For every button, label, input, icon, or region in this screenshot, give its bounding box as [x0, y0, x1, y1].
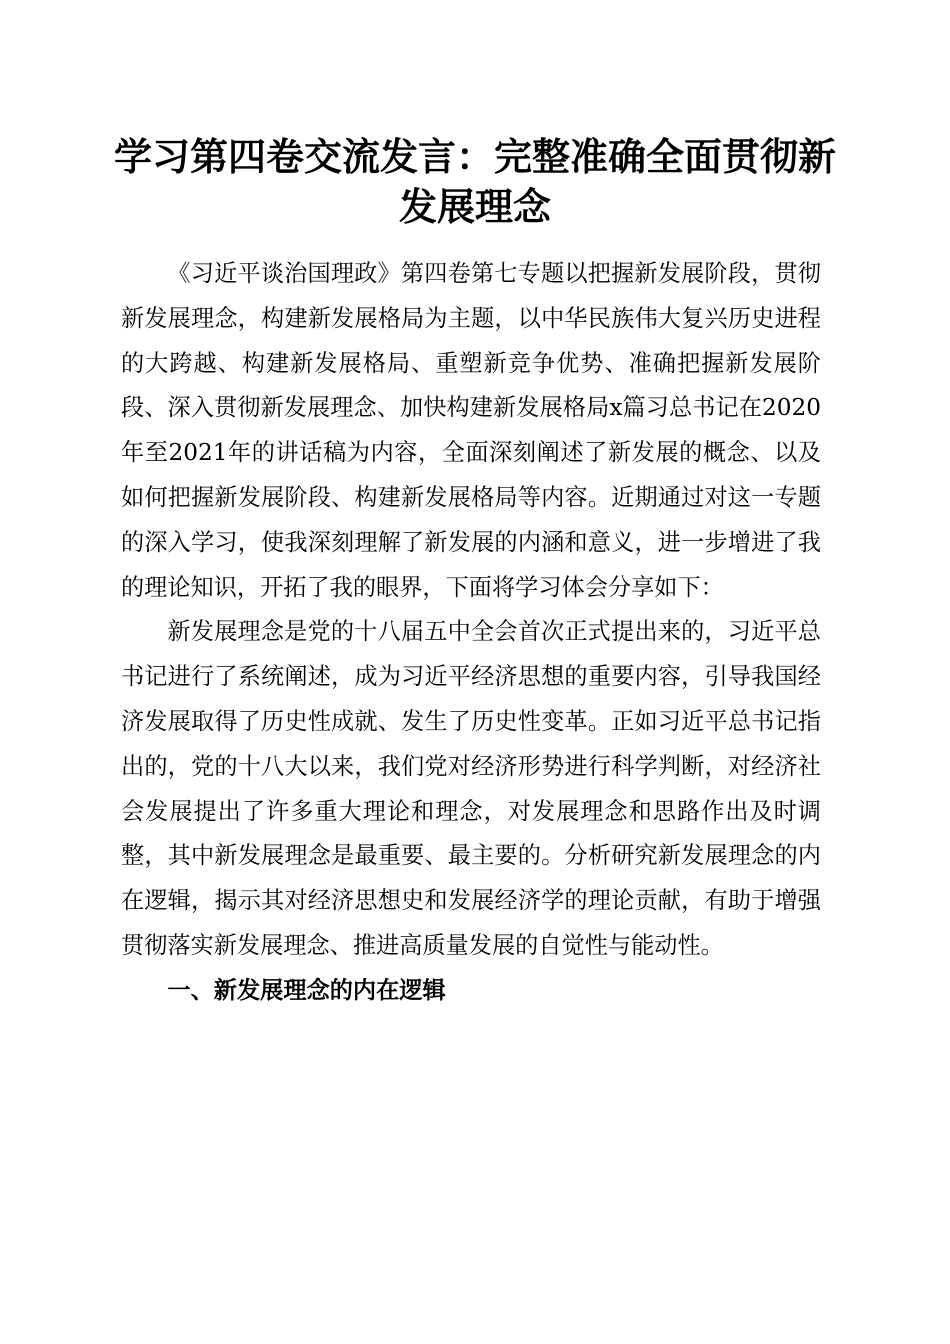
section-heading: 一、新发展理念的内在逻辑 [167, 976, 446, 1004]
body-paragraph-1: 《习近平谈治国理政》第四卷第七专题以把握新发展阶段，贯彻新发展理念，构建新发展格局为主题，以中华民族伟大复兴历史进程的大跨越、构建新发展格局、重塑新竞争优势、准确把握新发展阶段、深入贯彻新发展理念、加快构建新发展格局x篇习总书记在2020年至2021年的讲话稿为内容，全面深刻阐述了新发展的概念、以及如何把握新发展阶段、构建新发展格局等内容。近期通过对这一专题的深入学习，使我深刻理解了新发展的内涵和意义，进一步增进了我的理论知识，开拓了我的眼界，下面将学习体会分享如下： [121, 260, 821, 601]
document-body [121, 252, 821, 1014]
body-paragraph-2: 新发展理念是党的十八届五中全会首次正式提出来的，习近平总书记进行了系统阐述，成为习近平经济思想的重要内容，引导我国经济发展取得了历史性成就、发生了历史性变革。正如习近平总书记指出的，党的十八大以来，我们党对经济形势进行科学判断，对经济社会发展提出了许多重大理论和理念，对发展理念和思路作出及时调整，其中新发展理念是最重要、最主要的。分析研究新发展理念的内在逻辑，揭示其对经济思想史和发展经济学的理论贡献，有助于增强贯彻落实新发展理念、推进高质量发展的自觉性与能动性。 [121, 618, 821, 959]
document-title: 学习第四卷交流发言：完整准确全面贯彻新发展理念 [113, 134, 836, 229]
